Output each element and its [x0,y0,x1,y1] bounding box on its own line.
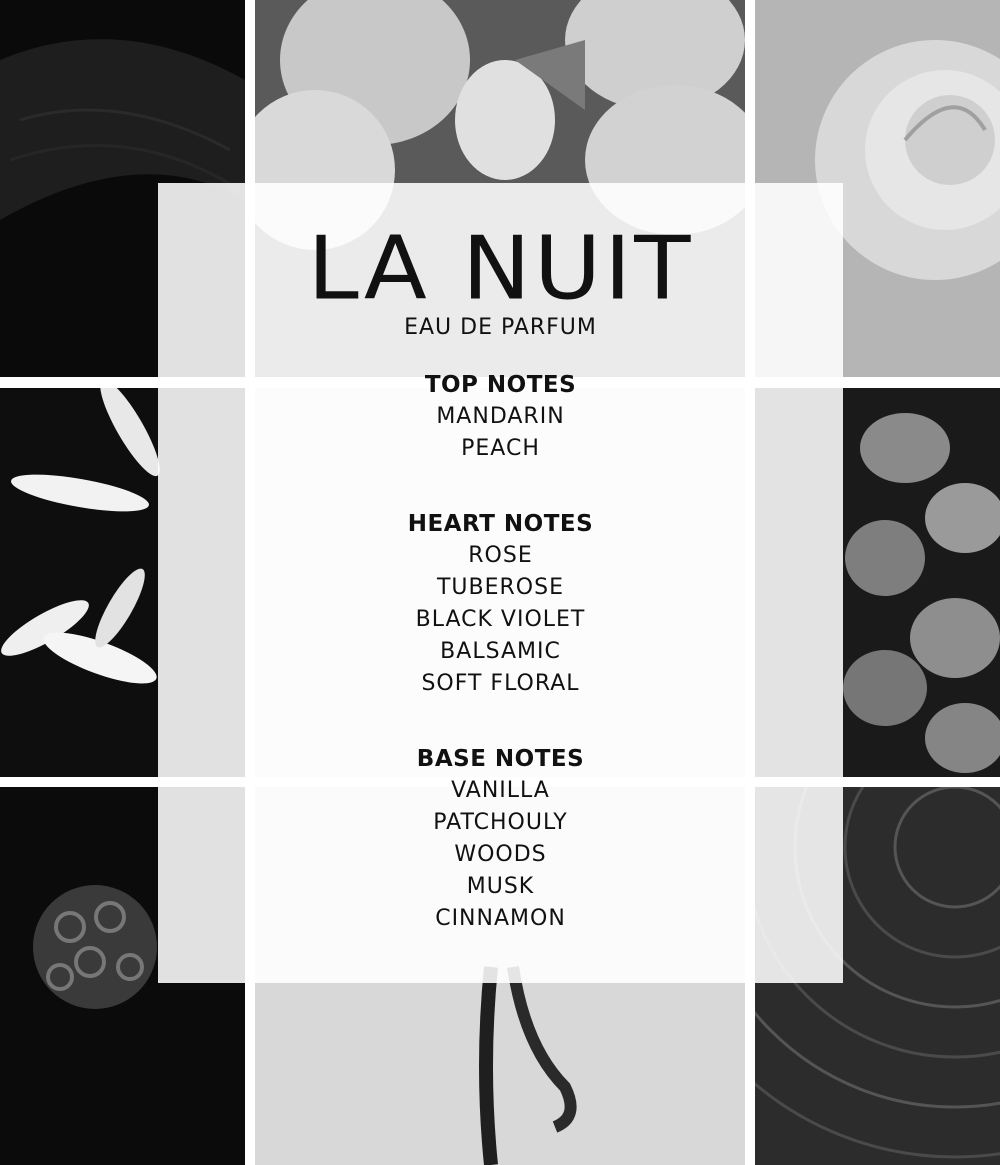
note-item: MANDARIN [436,404,565,429]
base-notes-section [158,743,843,935]
note-item: PATCHOULY [433,810,568,835]
perfume-notes-card [158,183,843,983]
product-type: EAU DE PARFUM [404,315,597,340]
note-item: SOFT FLORAL [421,671,580,696]
note-item: VANILLA [451,778,550,803]
note-item: BLACK VIOLET [415,607,586,632]
note-item: PEACH [461,436,540,461]
section-heading: TOP NOTES [424,372,577,398]
note-item: TUBEROSE [436,575,564,600]
top-notes-section [158,369,843,465]
section-heading: HEART NOTES [407,511,594,537]
section-heading: BASE NOTES [416,746,585,772]
note-item: MUSK [466,874,535,899]
note-item: WOODS [454,842,547,867]
note-item: CINNAMON [435,906,566,931]
heart-notes-section [158,508,843,700]
product-name: LA NUIT [307,217,694,320]
note-item: BALSAMIC [440,639,561,664]
note-item: ROSE [468,543,533,568]
